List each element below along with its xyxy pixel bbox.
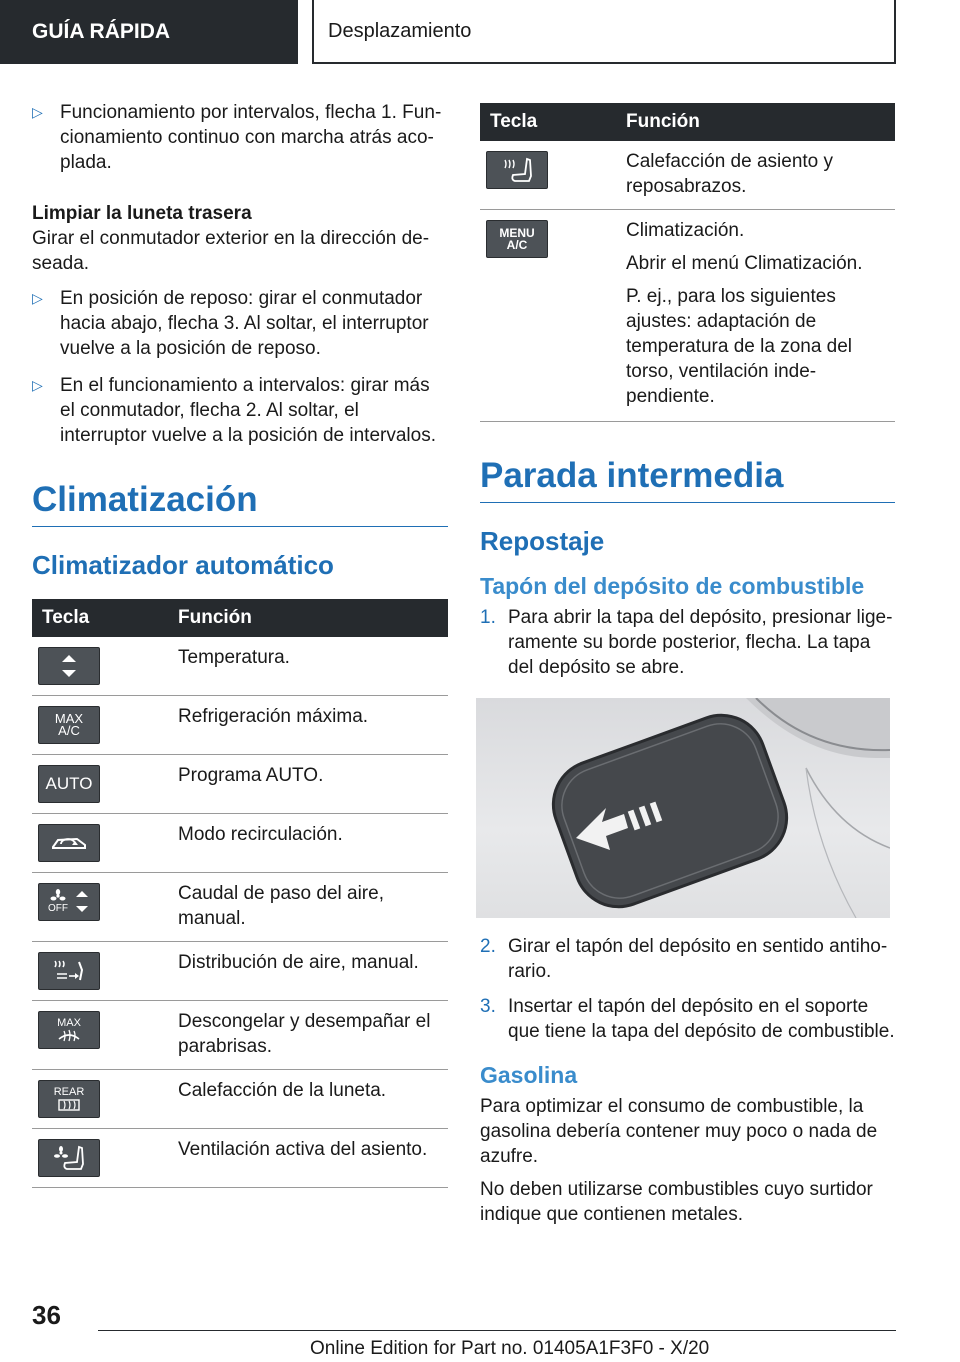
seat-heating-icon [486,151,548,189]
list-item-text: Funcionamiento por intervalos, flecha 1. Funcionamiento continuo con marcha atrás acoplada. [60,102,442,173]
heading-tapon: Tapón del depósito de combustible [480,573,865,599]
fuel-door-image [476,698,890,918]
list-item [480,934,895,984]
function-text: Climatización. [626,220,745,241]
air-distribution-icon [38,952,100,990]
key-table-continued [480,103,895,422]
step-number: 1. [480,607,496,628]
function-text: Distribución de aire, manual. [160,942,448,1001]
list-item [480,994,895,1044]
left-column [32,100,448,1188]
temperature-arrows-icon [38,647,100,685]
step-number: 3. [480,996,496,1017]
function-text: Calefacción de asiento y reposabrazos. [608,141,895,210]
function-text: Temperatura. [160,637,448,696]
recirculation-icon [38,824,100,862]
function-text: P. ej., para los siguientes ajustes: adaptación de temperatura de la zona del torso, ventilación independiente. [626,286,853,407]
max-defrost-label: MAX [57,1017,81,1029]
col-header-key: Tecla [480,103,608,141]
max-ac-icon: MAX A/C [38,706,100,744]
function-text: Descongelar y desempañar el parabrisas. [160,1001,448,1070]
auto-icon: AUTO [38,765,100,803]
paragraph: No deben utilizarse combustibles cuyo surtidor indique que contienen metales. [480,1179,873,1225]
page-number: 36 [32,1300,61,1330]
table-row [32,873,448,942]
footer-divider [98,1330,896,1331]
function-text: Calefacción de la luneta. [160,1070,448,1129]
list-item [32,373,448,448]
step-number: 2. [480,936,496,957]
triangle-bullet-icon: ▷ [32,290,43,306]
heading-repostaje: Repostaje [480,526,605,556]
col-header-function: Función [608,103,895,141]
function-text: Programa AUTO. [160,755,448,814]
table-row [32,1070,448,1129]
step-text: Para abrir la tapa del depósito, presionar ligeramente su borde posterior, flecha. La tapa del depósito se abre. [508,607,893,678]
heading-climatizacion: Climatización [32,478,448,527]
table-row [32,755,448,814]
table-row [480,210,895,422]
function-text: Abrir el menú Climatización. [626,253,863,274]
function-text: Ventilación activa del asiento. [160,1129,448,1188]
step-text: Girar el tapón del depósito en sentido antihorario. [508,936,888,982]
key-table [32,599,448,1188]
table-row [32,1001,448,1070]
triangle-bullet-icon: ▷ [32,377,43,393]
table-row [32,942,448,1001]
list-item [32,100,448,175]
table-row [480,141,895,210]
list-item-text: En el funcionamiento a intervalos: girar más el conmutador, flecha 2. Al soltar, el interruptor vuelve a la posición de intervalos. [60,375,436,446]
paragraph: Para optimizar el consumo de combustible, la gasolina debería contener muy poco o nada de azufre. [480,1096,878,1167]
header-chapter: Desplazamiento [312,0,896,64]
function-text: Modo recirculación. [160,814,448,873]
list-item [32,286,448,361]
function-text: Caudal de paso del aire, manual. [160,873,448,942]
col-header-function: Función [160,599,448,637]
rear-defrost-icon [38,1080,100,1118]
table-row [32,696,448,755]
menu-ac-icon: MENU A/C [486,220,548,258]
table-row [32,814,448,873]
col-header-key: Tecla [32,599,160,637]
heading-climatizador: Climatizador automático [32,550,334,580]
fan-off-icon [38,883,100,921]
function-text: Refrigeración máxima. [160,696,448,755]
section-subtitle: Limpiar la luneta trasera [32,203,252,224]
table-row [32,1129,448,1188]
max-defrost-icon [38,1011,100,1049]
heading-parada: Parada intermedia [480,454,895,503]
header-section: GUÍA RÁPIDA [0,0,298,64]
fan-off-label: OFF [48,903,68,914]
right-column [480,103,895,1227]
list-item [480,605,895,680]
triangle-bullet-icon: ▷ [32,104,43,120]
step-text: Insertar el tapón del depósito en el soporte que tiene la tapa del depósito de combustible. [508,996,895,1042]
list-item-text: En posición de reposo: girar el conmutador hacia abajo, flecha 3. Al soltar, el interruptor vuelve a la posición de reposo. [60,288,429,359]
paragraph: Girar el conmutador exterior en la dirección deseada. [32,228,430,274]
footer-edition: Online Edition for Part no. 01405A1F3F0 - X/20 [310,1338,710,1359]
seat-ventilation-icon [38,1139,100,1177]
rear-defrost-label: REAR [53,1086,85,1098]
table-row [32,637,448,696]
heading-gasolina: Gasolina [480,1062,578,1088]
